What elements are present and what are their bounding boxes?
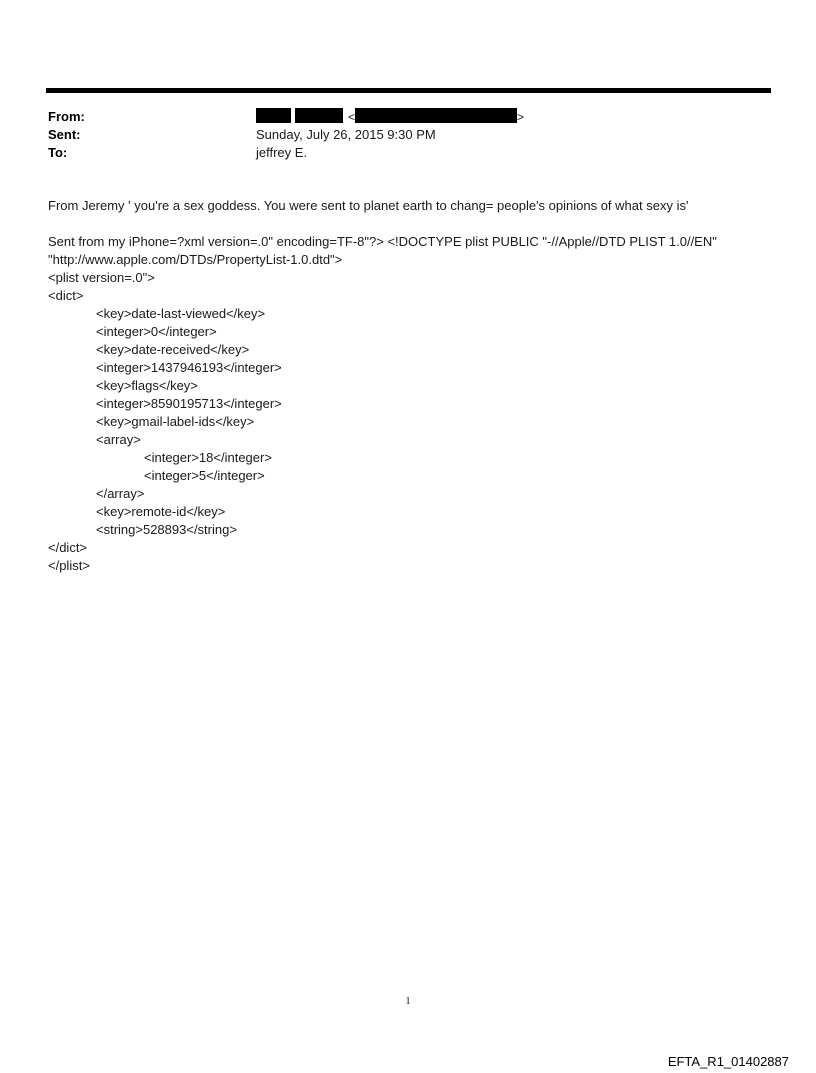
page-number: 1: [405, 995, 411, 1007]
sent-value: Sunday, July 26, 2015 9:30 PM: [256, 127, 436, 142]
bates-number: EFTA_R1_01402887: [667, 1054, 789, 1069]
sent-from-line: Sent from my iPhone=?xml version=.0" encoding=TF-8"?> <!DOCTYPE plist PUBLIC "-//Apple//DTD PLIST 1.0//EN": [48, 234, 717, 249]
dtd-url-line: "http://www.apple.com/DTDs/PropertyList-1.0.dtd">: [48, 252, 343, 267]
paragraph-gap: [48, 215, 773, 233]
integer-line: <integer>8590195713</integer>: [96, 396, 282, 411]
to-value: jeffrey E.: [256, 145, 308, 160]
array-close-line: </array>: [96, 486, 145, 501]
array-open-line: <array>: [96, 432, 141, 447]
integer-line: <integer>5</integer>: [144, 468, 265, 483]
integer-line: <integer>0</integer>: [96, 324, 217, 339]
string-line: <string>528893</string>: [96, 522, 237, 537]
plist-close-line: </plist>: [48, 558, 90, 573]
key-line: <key>gmail-label-ids</key>: [96, 414, 255, 429]
from-lt: <: [348, 110, 356, 124]
key-line: <key>date-last-viewed</key>: [96, 306, 266, 321]
to-row: [48, 144, 768, 162]
dict-open-line: <dict>: [48, 288, 84, 303]
redaction-block: [256, 108, 291, 123]
redaction-block: [295, 108, 343, 123]
sent-row: [48, 126, 768, 144]
integer-line: <integer>1437946193</integer>: [96, 360, 282, 375]
from-row: [48, 108, 768, 126]
integer-line: <integer>18</integer>: [144, 450, 272, 465]
header-rule: [46, 88, 771, 93]
from-label: From:: [48, 109, 85, 124]
sent-label: Sent:: [48, 127, 81, 142]
dict-close-line: </dict>: [48, 540, 88, 555]
from-value: [256, 108, 524, 126]
email-header: [48, 108, 768, 162]
key-line: <key>remote-id</key>: [96, 504, 226, 519]
quote-line: From Jeremy ' you're a sex goddess. You were sent to planet earth to chang= people's opinions of what sexy is': [48, 198, 689, 213]
plist-open-line: <plist version=.0">: [48, 270, 155, 285]
email-body: [48, 197, 773, 575]
redaction-block: [355, 108, 517, 123]
to-label: To:: [48, 145, 68, 160]
from-gt: >: [517, 110, 525, 124]
key-line: <key>flags</key>: [96, 378, 198, 393]
key-line: <key>date-received</key>: [96, 342, 250, 357]
